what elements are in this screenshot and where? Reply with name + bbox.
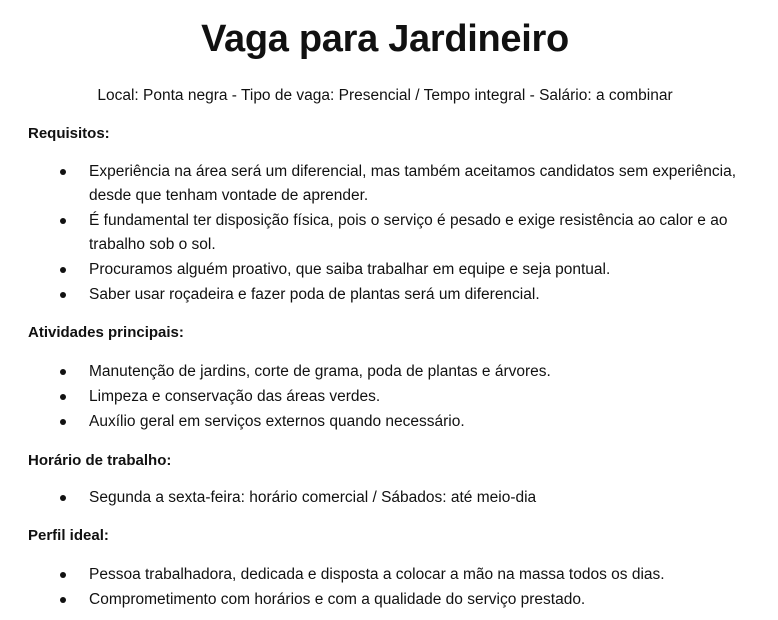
section-heading-horario: Horário de trabalho: xyxy=(28,452,172,469)
section-heading-atividades: Atividades principais: xyxy=(28,324,184,341)
list-atividades xyxy=(0,360,770,435)
list-item: Pessoa trabalhadora, dedicada e disposta a colocar a mão na massa todos os dias. xyxy=(0,563,770,587)
page-title: Vaga para Jardineiro xyxy=(201,18,569,60)
list-item: Procuramos alguém proativo, que saiba trabalhar em equipe e seja pontual. xyxy=(0,258,770,282)
list-perfil xyxy=(0,563,770,613)
list-item: Manutenção de jardins, corte de grama, poda de plantas e árvores. xyxy=(0,360,770,384)
section-heading-perfil: Perfil ideal: xyxy=(28,527,109,544)
list-requisitos xyxy=(0,160,770,308)
list-item: Auxílio geral em serviços externos quando necessário. xyxy=(0,410,770,434)
list-item: É fundamental ter disposição física, pois o serviço é pesado e exige resistência ao calor e ao trabalho sob o sol. xyxy=(0,209,770,257)
list-item: Comprometimento com horários e com a qualidade do serviço prestado. xyxy=(0,588,770,612)
list-item: Segunda a sexta-feira: horário comercial / Sábados: até meio-dia xyxy=(0,486,770,510)
list-item: Saber usar roçadeira e fazer poda de plantas será um diferencial. xyxy=(0,283,770,307)
section-heading-requisitos: Requisitos: xyxy=(28,125,110,142)
list-horario xyxy=(0,486,770,511)
list-item: Experiência na área será um diferencial, mas também aceitamos candidatos sem experiência, desde que tenham vontade de aprender. xyxy=(0,160,770,208)
list-item: Limpeza e conservação das áreas verdes. xyxy=(0,385,770,409)
job-details-line: Local: Ponta negra - Tipo de vaga: Presencial / Tempo integral - Salário: a combinar xyxy=(97,87,673,104)
